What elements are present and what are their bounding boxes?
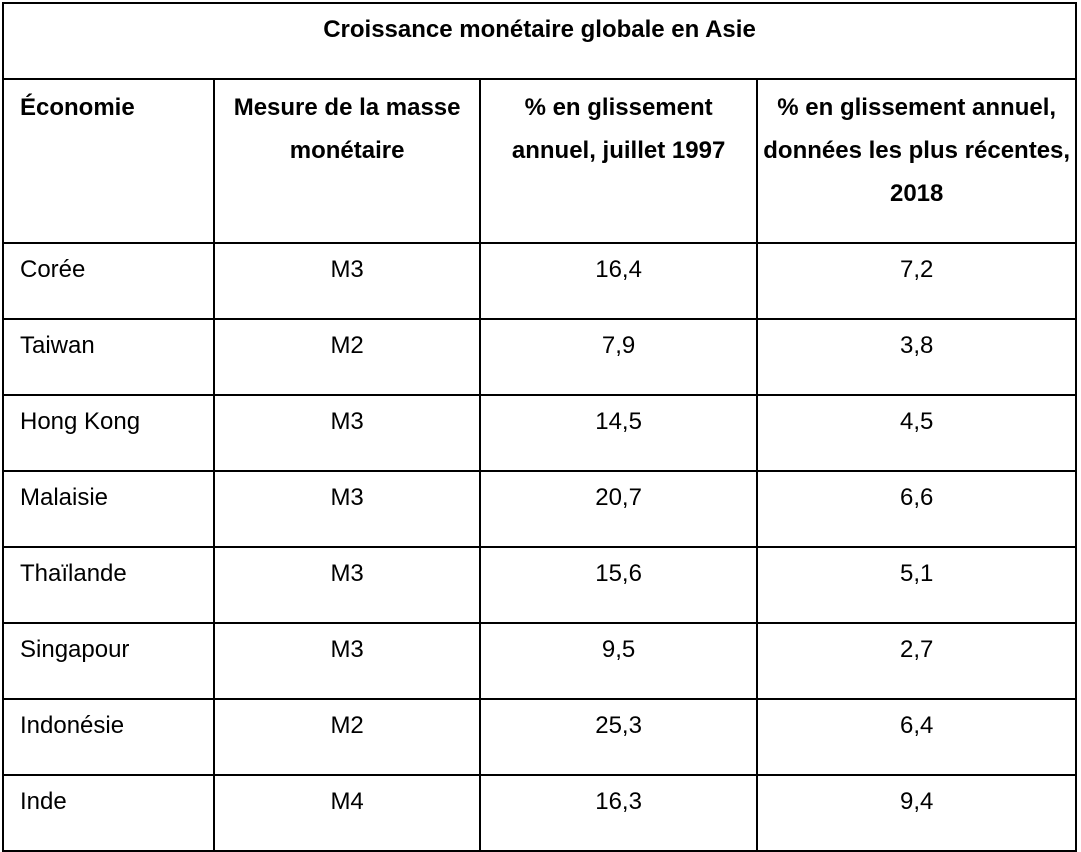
header-economy: Économie bbox=[3, 79, 214, 243]
cell-yoy-2018: 7,2 bbox=[757, 243, 1076, 319]
cell-measure: M3 bbox=[214, 243, 479, 319]
money-growth-table bbox=[2, 2, 1077, 852]
table-row bbox=[3, 395, 1076, 471]
cell-yoy-2018: 3,8 bbox=[757, 319, 1076, 395]
cell-yoy-1997: 9,5 bbox=[480, 623, 758, 699]
cell-yoy-1997: 16,4 bbox=[480, 243, 758, 319]
header-row bbox=[3, 79, 1076, 243]
title-row bbox=[3, 3, 1076, 79]
cell-yoy-2018: 2,7 bbox=[757, 623, 1076, 699]
table-row bbox=[3, 243, 1076, 319]
cell-measure: M3 bbox=[214, 623, 479, 699]
cell-yoy-2018: 6,6 bbox=[757, 471, 1076, 547]
cell-economy: Thaïlande bbox=[3, 547, 214, 623]
table-row bbox=[3, 775, 1076, 851]
table-title: Croissance monétaire globale en Asie bbox=[3, 3, 1076, 79]
table-row bbox=[3, 471, 1076, 547]
header-yoy-2018: % en glissement annuel, données les plus récentes, 2018 bbox=[757, 79, 1076, 243]
cell-economy: Inde bbox=[3, 775, 214, 851]
cell-economy: Taiwan bbox=[3, 319, 214, 395]
cell-yoy-2018: 5,1 bbox=[757, 547, 1076, 623]
cell-measure: M3 bbox=[214, 547, 479, 623]
cell-yoy-1997: 25,3 bbox=[480, 699, 758, 775]
cell-yoy-2018: 6,4 bbox=[757, 699, 1076, 775]
cell-economy: Indonésie bbox=[3, 699, 214, 775]
cell-economy: Malaisie bbox=[3, 471, 214, 547]
cell-economy: Singapour bbox=[3, 623, 214, 699]
cell-measure: M3 bbox=[214, 471, 479, 547]
table-row bbox=[3, 699, 1076, 775]
cell-yoy-1997: 16,3 bbox=[480, 775, 758, 851]
cell-economy: Hong Kong bbox=[3, 395, 214, 471]
table-row bbox=[3, 319, 1076, 395]
cell-yoy-1997: 20,7 bbox=[480, 471, 758, 547]
cell-yoy-1997: 15,6 bbox=[480, 547, 758, 623]
cell-yoy-1997: 7,9 bbox=[480, 319, 758, 395]
header-yoy-1997: % en glissement annuel, juillet 1997 bbox=[480, 79, 758, 243]
cell-measure: M2 bbox=[214, 319, 479, 395]
cell-measure: M3 bbox=[214, 395, 479, 471]
cell-measure: M2 bbox=[214, 699, 479, 775]
header-money-measure: Mesure de la masse monétaire bbox=[214, 79, 479, 243]
cell-yoy-1997: 14,5 bbox=[480, 395, 758, 471]
cell-yoy-2018: 4,5 bbox=[757, 395, 1076, 471]
table-row bbox=[3, 547, 1076, 623]
cell-measure: M4 bbox=[214, 775, 479, 851]
cell-economy: Corée bbox=[3, 243, 214, 319]
cell-yoy-2018: 9,4 bbox=[757, 775, 1076, 851]
table-row bbox=[3, 623, 1076, 699]
